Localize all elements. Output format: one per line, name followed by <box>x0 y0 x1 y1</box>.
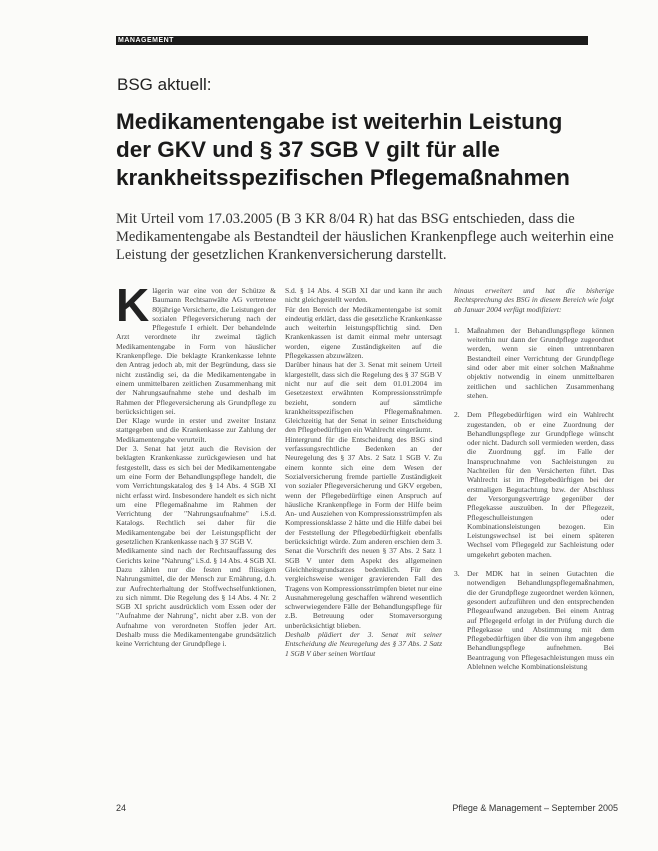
list-item-text: Maßnahmen der Behandlungspflege können weiterhin nur dann der Grundpflege zugeordnet werden, wenn sie einen untrennbaren Bestandteil einer Verrichtung der Grundpflege sind oder aber mit einer solchen Maßnahme objektiv notwendig in einem unmittelbaren zeitlichen und sachlichen Zusammenhang stehen. <box>467 325 614 400</box>
col2-paragraph-2: Für den Bereich der Medikamentengabe ist somit eindeutig erklärt, dass die gesetzliche Krankenkasse auch weiterhin leistungspflichtig sind. Den Krankenkassen ist damit einmal mehr untersagt worden, eigene Zuständigkeiten auf die Pflegekassen abzuwälzen. <box>285 304 442 361</box>
column-2 <box>285 286 442 658</box>
col1-paragraph-4: Medikamente sind nach der Rechtsauffassung des Gerichts keine "Nahrung" i.S.d. § 14 Abs. 4 SGB XI. Dazu zählen nur die festen und flüssigen Nahrungsmittel, die der Mensch zur Ernährung, d.h. zur Aufrechterhaltung der Stoffwechselfunktionen, zu sich nimmt. Die Regelung des § 14 Abs. 4 Nr. 2 SGB XI spricht ausdrücklich vom Essen oder der "Aufnahme der Nahrung", nicht aber z.B. von der Aufnahme von verordneten Stoffen jeder Art. Deshalb muss die Medikamentengabe grundsätzlich keine Verrichtung der Grundpflege i. <box>116 546 276 649</box>
list-item-text: Der MDK hat in seinen Gutachten die notwendigen Behandlungspflegemaßnahmen, die der Grundpflege zugeordnet werden können, gesondert aufzuführen und den entsprechenden Pflegeaufwand anzugeben. Bei einem Antrag auf Pflegegeld erfolgt in der Prüfung durch die Pflegekasse und Abstimmung mit dem Pflegebedürftigen über die von ihm angegebene Behandlungspflege aufnehmen. Bei Beantragung von Pflegesachleistungen muss ein Ablehnen welche Kombinationsleistung <box>467 569 614 671</box>
kicker: BSG aktuell: <box>117 75 212 94</box>
col2-paragraph-1: S.d. § 14 Abs. 4 SGB XI dar und kann ihr auch nicht gleichgestellt werden. <box>285 286 442 305</box>
list-item-text: Dem Pflegebedürftigen wird ein Wahlrecht zugestanden, ob er eine Zuordnung der Behandlungspflege zur Grundpflege wünscht oder nicht. Dadurch soll vermieden werden, dass die Zuordnung ggf. im Falle der Inanspruchnahme von Sachleistungen zu Nachteilen für den Versicherten führt. Das Wahlrecht ist im Pflegebedürftigen bei der erstmaligen Begutachtung bzw. der Abschluss der Versorgungsverträge gegenüber der Pflegekasse auszuüben. In der Pflegezeit, Pflegeschulleistungen oder Kombinationsleistungen bezogen. Ein Leistungswechsel ist bei einem späteren Wechsel vom Pflegegeld zur Sachleistung oder umgekehrt geboten machen. <box>467 410 614 559</box>
col3-intro: hinaus erweitert und hat die bisherige Rechtsprechung des BSG in diesem Bereich wie folgt ab Januar 2004 verfügt modifiziert: <box>454 286 614 314</box>
col2-paragraph-3: Darüber hinaus hat der 3. Senat mit seinem Urteil klargestellt, dass sich die Regelung des § 37 SGB V nicht nur auf die seit dem 01.01.2004 im Gesetzestext erwähnten Kompressionsstrümpfe bezieht, sondern auf sämtliche krankheitsspezifischen Pflegemaßnahmen. Gleichzeitig hat der Senat in seiner Entscheidung den Pflegebedürftigen ein Wahlrecht eingeräumt. <box>285 360 442 435</box>
list-item <box>454 326 614 400</box>
col2-paragraph-5: Deshalb plädiert der 3. Senat mit seiner Entscheidung die Neuregelung des § 37 Abs. 2 Satz 1 SGB V über seinen Wortlaut <box>285 629 442 658</box>
col2-paragraph-4: Hintergrund für die Entscheidung des BSG sind verfassungsrechtliche Bedenken an der Neuregelung des § 37 Abs. 2 Satz 1 SGB V. Zu einem konnte sich eine dem Wesen der Sozialversicherung fremde partielle Zuständigkeit von sozialer Pflegeversicherung und GKV ergeben, wenn der Pflegebedürftige einen Anspruch auf häusliche Krankenpflege in Form der Hilfe beim An- und Ausziehen von Kompressionsstrümpfen als Kompressionsklasse 2 hätte und die Hilfe dabei bei der Feststellung der Pflegebedürftigkeit ebenfalls berücksichtigt würde. Zum anderen erschien dem 3. Senat die Vorschrift des neuen § 37 Abs. 2 Satz 1 SGB V unter dem Aspekt des allgemeinen Gleichheitsgrundsatzes bedenklich. Für den vergleichsweise weniger gravierenden Fall des Tragens von Kompressionsstrümpfen bietet nur eine Ausnahmeregelung geschaffen während wesentlich schwerwiegendere Fälle der Behandlungspflege für z.B. Betreuung oder Stomaversorgung unberücksichtigt blieben. <box>285 434 442 630</box>
list-item-number: 1. <box>454 325 460 335</box>
list-item-number: 3. <box>454 569 460 579</box>
drop-cap: K <box>116 279 150 331</box>
column-1 <box>116 279 276 649</box>
headline-line-2: der GKV und § 37 SGB V gilt für alle <box>116 137 500 162</box>
publication-footer: Pflege & Management – September 2005 <box>452 803 618 813</box>
list-item-number: 2. <box>454 410 460 420</box>
col1-paragraph-3: Der 3. Senat hat jetzt auch die Revision der beklagten Krankenkasse zurückgewiesen und hat festgestellt, dass es sich bei der Medikamentengabe um eine Form der Behandlungspflege handelt, die vom Verrichtungskatalog des § 14 Abs. 4 SGB XI nicht erfasst wird. Insbesondere handelt es sich nicht um eine Pflegemaßnahme im Rahmen der Verrichtung der "Nahrungsaufnahme" i.S.d. Katalogs. Rechtlich sei daher für die Medikamentengabe bei der Leistungspflicht der gesetzlichen Krankenkasse nach § 37 SGB V. <box>116 444 276 547</box>
section-bar <box>116 36 588 45</box>
col1-paragraph-1: lägerin war eine von der Schütze & Baumann Rechtsanwälte AG vertretene 80jährige Versicherte, die Leistungen der sozialen Pflegeversicherung nach der Pflegestufe I erhielt. Der behandelnde Arzt verordnete ihr zweimal täglich Medikamentengabe in Form von häuslicher Krankenpflege. Die beklagte Krankenkasse lehnte den Antrag jedoch ab, mit der Begründung, dass sie nicht zuständig sei, da die Medikamentengabe in einem unmittelbaren zeitlichen Zusammenhang mit der Nahrungsaufnahme stehe und deshalb im Rahmen der Pflegeversicherung als Grundpflege zu berücksichtigen sei. <box>116 286 276 416</box>
headline-line-1: Medikamentengabe ist weiterhin Leistung <box>116 109 563 134</box>
lead-paragraph: Mit Urteil vom 17.03.2005 (B 3 KR 8/04 R) hat das BSG entschieden, dass die Medikamentengabe als Bestandteil der häuslichen Krankenpflege auch weiterhin eine Leistung der gesetzlichen Krankenversicherung darstellt. <box>116 211 614 263</box>
headline-line-3: krankheitsspezifischen Pflegemaßnahmen <box>116 165 570 190</box>
page-number: 24 <box>116 803 127 813</box>
col1-paragraph-2: Der Klage wurde in erster und zweiter Instanz stattgegeben und die Krankenkasse zur Zahlung der Medikamentengabe verurteilt. <box>116 416 276 444</box>
column-3 <box>454 286 614 681</box>
headline <box>116 108 616 192</box>
section-label: MANAGEMENT <box>118 37 174 44</box>
list-item <box>454 410 614 559</box>
list-item <box>454 569 614 671</box>
